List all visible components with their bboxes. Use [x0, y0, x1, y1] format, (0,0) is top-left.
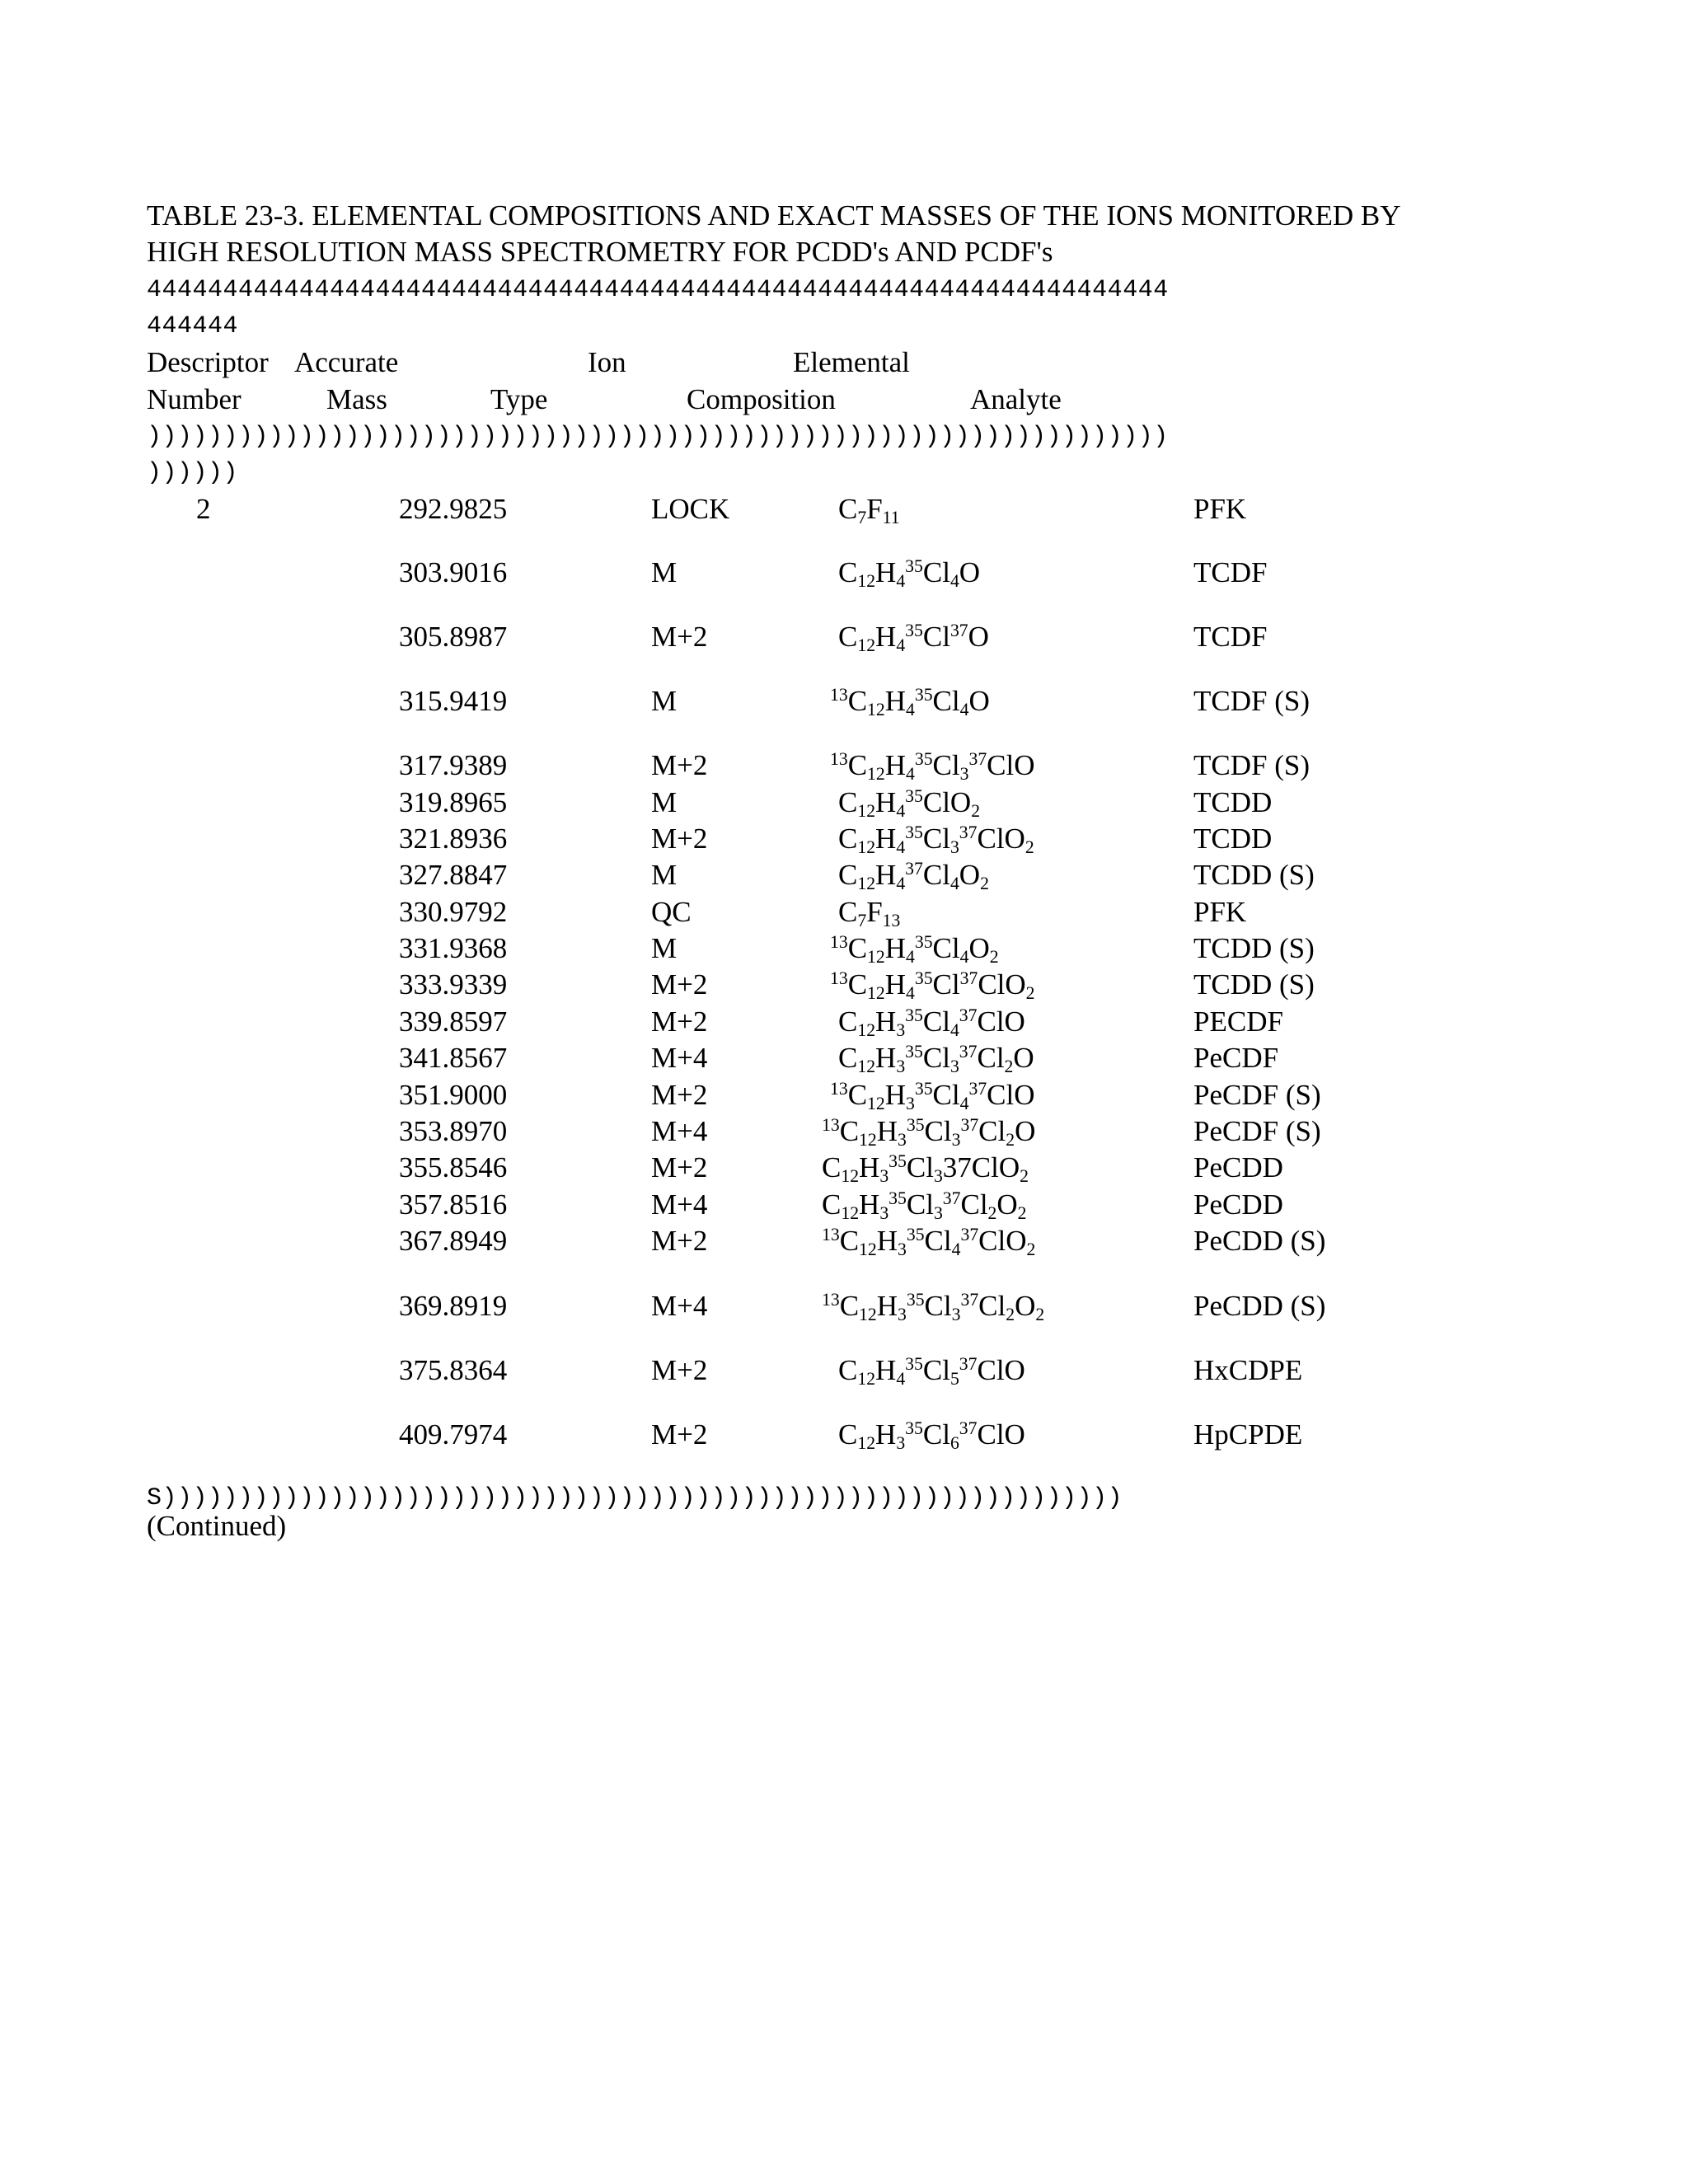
row-ion-type: M+2	[651, 968, 708, 1001]
header-accurate: Accurate	[294, 346, 399, 378]
row-composition: $C_{12}H_4^{35}Cl^{37}O$	[838, 621, 989, 656]
row-mass: 292.9825	[399, 493, 508, 525]
row-ion-type: M+4	[651, 1042, 708, 1074]
row-analyte: TCDD	[1193, 786, 1273, 818]
row-mass: 305.8987	[399, 621, 508, 653]
row-composition: $C_{12}H_3^{35}Cl_6^{37}ClO$	[838, 1418, 1025, 1454]
row-composition: $C_{12}H_3^{35}Cl_3^{37}Cl_2O$	[838, 1042, 1034, 1077]
row-analyte: TCDD (S)	[1193, 932, 1315, 964]
row-analyte: PeCDD	[1193, 1188, 1283, 1221]
row-analyte: PeCDF (S)	[1193, 1115, 1321, 1147]
mid-rule-line-2: ))))))	[147, 459, 239, 487]
header-composition: Composition	[687, 383, 836, 415]
row-ion-type: M	[651, 786, 678, 818]
row-composition: $C_{12}H_3^{35}Cl_4^{37}ClO$	[838, 1005, 1025, 1041]
row-analyte: PeCDD (S)	[1193, 1290, 1326, 1322]
header-ion: Ion	[588, 346, 626, 378]
top-rule-line-2: 444444	[147, 312, 239, 340]
row-mass: 357.8516	[399, 1188, 508, 1221]
header-number: Number	[147, 383, 241, 415]
row-composition: $^{13}C_{12}H_3^{35}Cl_3^{37}Cl_2O_2$	[822, 1290, 1045, 1325]
continued-note: (Continued)	[147, 1510, 287, 1542]
row-composition: $^{13}C_{12}H_4^{35}Cl_3^{37}ClO$	[830, 749, 1035, 785]
row-analyte: TCDD	[1193, 823, 1273, 855]
row-ion-type: M+2	[651, 1005, 708, 1038]
row-analyte: HpCPDE	[1193, 1418, 1303, 1451]
row-mass: 367.8949	[399, 1225, 508, 1257]
row-ion-type: M	[651, 685, 678, 717]
header-mass: Mass	[326, 383, 387, 415]
row-ion-type: M+4	[651, 1115, 708, 1147]
row-analyte: TCDF (S)	[1193, 749, 1310, 781]
row-composition: $C_7F_{11}$	[838, 493, 900, 528]
mid-rule-line-1: )))))))))))))))))))))))))))))))))))))))))))))))))))))))))))))))))))	[147, 423, 1169, 451]
row-analyte: PECDF	[1193, 1005, 1283, 1038]
row-mass: 355.8546	[399, 1151, 508, 1183]
row-analyte: PFK	[1193, 896, 1247, 928]
row-analyte: TCDD (S)	[1193, 968, 1315, 1001]
table-title-line-2: HIGH RESOLUTION MASS SPECTROMETRY FOR PCDD's AND PCDF's	[147, 236, 1053, 268]
row-mass: 409.7974	[399, 1418, 508, 1451]
row-analyte: TCDF	[1193, 621, 1268, 653]
row-ion-type: M	[651, 556, 678, 588]
row-composition: $^{13}C_{12}H_3^{35}Cl_4^{37}ClO_2$	[822, 1225, 1036, 1260]
row-mass: 353.8970	[399, 1115, 508, 1147]
header-type: Type	[490, 383, 548, 415]
row-analyte: PeCDF (S)	[1193, 1079, 1321, 1111]
row-analyte: HxCDPE	[1193, 1354, 1303, 1386]
bottom-rule: S)))))))))))))))))))))))))))))))))))))))))))))))))))))))))))))))	[147, 1484, 1123, 1512]
row-mass: 321.8936	[399, 823, 508, 855]
header-elemental: Elemental	[793, 346, 910, 378]
row-analyte: TCDD (S)	[1193, 859, 1315, 891]
header-descriptor: Descriptor	[147, 346, 269, 378]
row-mass: 339.8597	[399, 1005, 508, 1038]
row-mass: 327.8847	[399, 859, 508, 891]
row-mass: 315.9419	[399, 685, 508, 717]
row-ion-type: M+2	[651, 823, 708, 855]
row-ion-type: M+2	[651, 1079, 708, 1111]
row-composition: $C_{12}H_4^{35}Cl_3^{37}ClO_2$	[838, 823, 1034, 858]
descriptor-number: 2	[196, 493, 211, 525]
row-composition: $^{13}C_{12}H_4^{35}Cl_4O_2$	[830, 932, 999, 968]
row-mass: 375.8364	[399, 1354, 508, 1386]
row-composition: $C_{12}H_4^{35}ClO_2$	[838, 786, 981, 822]
row-composition: $^{13}C_{12}H_4^{35}Cl^{37}ClO_2$	[830, 968, 1035, 1004]
row-mass: 369.8919	[399, 1290, 508, 1322]
row-mass: 317.9389	[399, 749, 508, 781]
row-ion-type: M+2	[651, 1225, 708, 1257]
row-analyte: TCDF	[1193, 556, 1268, 588]
row-ion-type: M+2	[651, 621, 708, 653]
row-ion-type: M+2	[651, 749, 708, 781]
row-mass: 331.9368	[399, 932, 508, 964]
row-analyte: PeCDD	[1193, 1151, 1283, 1183]
row-composition: $C_{12}H_3^{35}Cl_337ClO_2$	[822, 1151, 1029, 1187]
row-composition: $^{13}C_{12}H_3^{35}Cl_4^{37}ClO$	[830, 1079, 1035, 1114]
row-ion-type: M+2	[651, 1151, 708, 1183]
row-composition: $C_7F_{13}$	[838, 896, 901, 931]
row-ion-type: M	[651, 859, 678, 891]
row-mass: 319.8965	[399, 786, 508, 818]
row-composition: $C_{12}H_3^{35}Cl_3^{37}Cl_2O_2$	[822, 1188, 1027, 1224]
row-composition: $C_{12}H_4^{35}Cl_4O$	[838, 556, 981, 592]
row-mass: 303.9016	[399, 556, 508, 588]
row-ion-type: M+4	[651, 1188, 708, 1221]
row-composition: $C_{12}H_4^{35}Cl_5^{37}ClO$	[838, 1354, 1025, 1390]
row-composition: $^{13}C_{12}H_3^{35}Cl_3^{37}Cl_2O$	[822, 1115, 1036, 1151]
row-analyte: PeCDD (S)	[1193, 1225, 1326, 1257]
row-ion-type: M+4	[651, 1290, 708, 1322]
row-mass: 330.9792	[399, 896, 508, 928]
header-analyte: Analyte	[970, 383, 1062, 415]
row-ion-type: M	[651, 932, 678, 964]
table-title-line-1: TABLE 23-3. ELEMENTAL COMPOSITIONS AND EXACT MASSES OF THE IONS MONITORED BY	[147, 199, 1401, 232]
row-ion-type: M+2	[651, 1418, 708, 1451]
row-analyte: PFK	[1193, 493, 1247, 525]
row-mass: 341.8567	[399, 1042, 508, 1074]
row-mass: 333.9339	[399, 968, 508, 1001]
row-composition: $^{13}C_{12}H_4^{35}Cl_4O$	[830, 685, 990, 720]
row-ion-type: QC	[651, 896, 692, 928]
row-analyte: TCDF (S)	[1193, 685, 1310, 717]
row-ion-type: M+2	[651, 1354, 708, 1386]
row-ion-type: LOCK	[651, 493, 730, 525]
top-rule-line-1: 4444444444444444444444444444444444444444444444444444444444444444444	[147, 276, 1169, 304]
row-composition: $C_{12}H_4^{37}Cl_4O_2$	[838, 859, 989, 894]
row-analyte: PeCDF	[1193, 1042, 1279, 1074]
row-mass: 351.9000	[399, 1079, 508, 1111]
